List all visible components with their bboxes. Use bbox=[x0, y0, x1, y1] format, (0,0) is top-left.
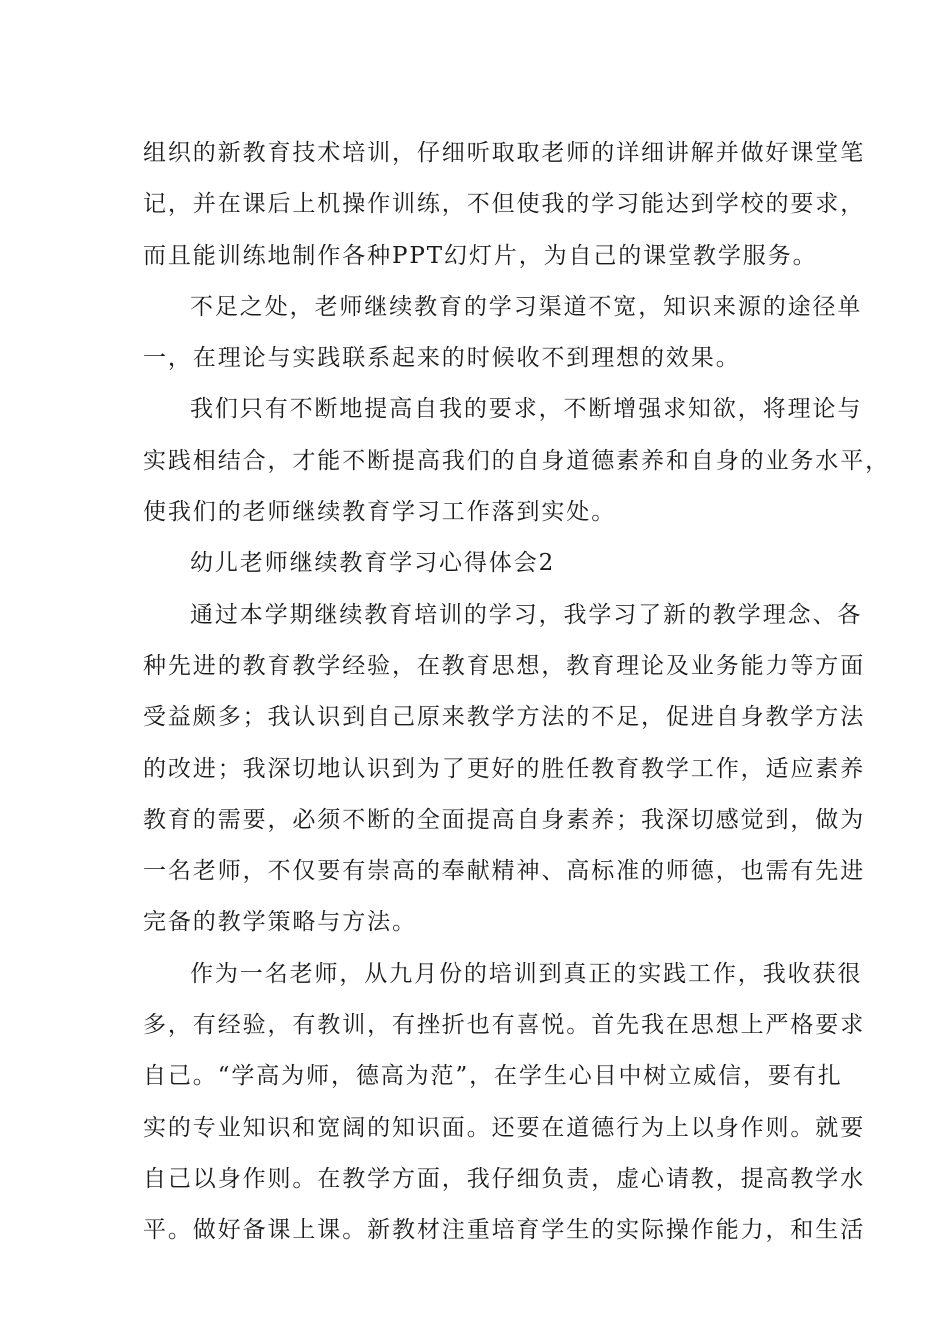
paragraph-first-line: 不足之处，老师继续教育的学习渠道不宽，知识来源的途径单 bbox=[190, 293, 863, 320]
text-line: 组织的新教育技术培训，仔细听取取老师的详细讲解并做好课堂笔 bbox=[143, 140, 866, 166]
text-line: 的改进；我深切地认识到为了更好的胜任教育教学工作，适应素养 bbox=[143, 755, 866, 782]
text-line: 实的专业知识和宽阔的知识面。还要在道德行为上以身作则。就要 bbox=[143, 1114, 866, 1141]
text-line: 一名老师，不仅要有崇高的奉献精神、高标准的师德，也需有先进 bbox=[143, 858, 866, 885]
document-body-text bbox=[143, 128, 890, 1257]
text-line: 自己。“学高为师，德高为范”，在学生心目中树立威信，要有扎 bbox=[143, 1063, 843, 1090]
text-line: 教育的需要，必须不断的全面提高自身素养；我深切感觉到，做为 bbox=[143, 806, 866, 833]
text-line: 受益颇多；我认识到自己原来教学方法的不足，促进自身教学方法 bbox=[143, 704, 866, 731]
paragraph-first-line: 作为一名老师，从九月份的培训到真正的实践工作，我收获很 bbox=[190, 960, 863, 987]
text-line: 一，在理论与实践联系起来的时候收不到理想的效果。 bbox=[143, 345, 741, 372]
text-line: 使我们的老师继续教育学习工作落到实处。 bbox=[143, 499, 617, 526]
text-line: 记，并在课后上机操作训练，不但使我的学习能达到学校的要求， bbox=[143, 191, 866, 218]
paragraph-first-line: 我们只有不断地提高自我的要求，不断增强求知欲，将理论与 bbox=[190, 396, 863, 423]
text-line: 而且能训练地制作各种PPT幻灯片，为自己的课堂教学服务。 bbox=[143, 242, 818, 269]
text-line: 完备的教学策略与方法。 bbox=[143, 909, 417, 936]
text-line: 实践相结合，才能不断提高我们的自身道德素养和自身的业务水平， bbox=[143, 447, 890, 474]
text-line: 多，有经验，有教训，有挫折也有喜悦。首先我在思想上严格要求 bbox=[143, 1012, 866, 1039]
text-line: 种先进的教育教学经验，在教育思想，教育理论及业务能力等方面 bbox=[143, 652, 866, 679]
text-line: 自己以身作则。在教学方面，我仔细负责，虚心请教，提高教学水 bbox=[143, 1165, 866, 1192]
paragraph-first-line: 通过本学期继续教育培训的学习，我学习了新的教学理念、各 bbox=[190, 601, 863, 628]
paragraph-first-line: 幼儿老师继续教育学习心得体会2 bbox=[190, 550, 556, 577]
text-line: 平。做好备课上课。新教材注重培育学生的实际操作能力，和生活 bbox=[143, 1217, 866, 1244]
